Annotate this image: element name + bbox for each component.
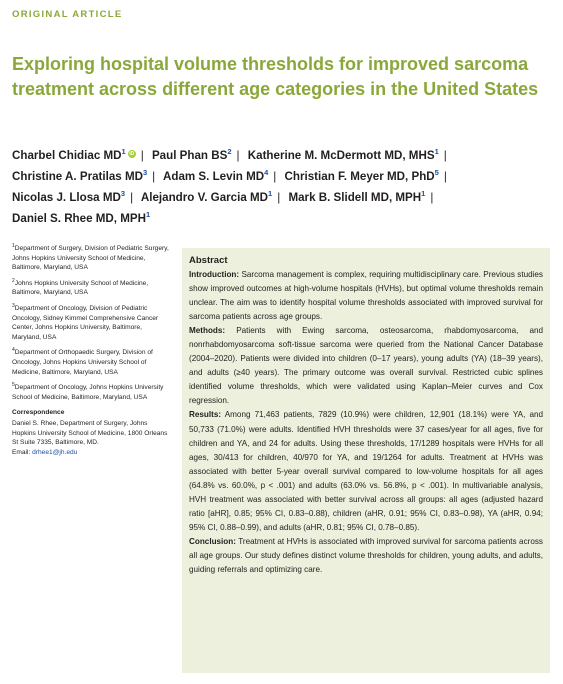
abstract-section-text: Patients with Ewing sarcoma, osteosarcoma, rhabdomyosarcoma, and nonrhabdomyosarcoma soft-tissue sarcoma were queried from the National Cancer Database (2004–2020). Patients were divided into children (0–17 years), young adults (YA) (18–39 years), and adults (≥40 years). The primary outcome was overall survival. Restricted cubic splines identified volume thresholds, which were validated using Kaplan–Meier curves and Cox regression. bbox=[189, 326, 543, 406]
email-label: Email: bbox=[12, 448, 33, 456]
author-affiliation-number: 5 bbox=[434, 168, 439, 177]
author-name bbox=[248, 149, 439, 162]
author-name bbox=[12, 170, 147, 183]
author-name-text: Christine A. Pratilas MD bbox=[12, 170, 143, 183]
author-name bbox=[152, 149, 232, 162]
author-affiliation-number: 3 bbox=[120, 189, 126, 198]
abstract-sections bbox=[189, 268, 543, 577]
affiliation-number: 3 bbox=[12, 302, 15, 309]
abstract-section-label: Methods: bbox=[189, 326, 226, 336]
article-type-label: ORIGINAL ARTICLE bbox=[12, 9, 123, 20]
correspondence-text: Daniel S. Rhee, Department of Surgery, Johns Hopkins University School of Medicine, 1800 Orleans St Suite 7335, Baltimore, MD. bbox=[12, 419, 168, 447]
abstract-box bbox=[182, 248, 550, 673]
abstract-section-text: Among 71,463 patients, 7829 (10.9%) were children, 12,901 (18.1%) were YA, and 50,733 (71.0%) were adults. Identified HVH thresholds were 37 cases/year for all ages, five for children and YA, and 24 for adults. Using these thresholds, 17/1289 hospitals were HVHs for all ages, 30/413 for children, 40/970 for YA, and 19/1264 for adults. Treatment at HVHs was associated with better 5-year overall survival compared to low-volume hospitals for all ages (64.8% vs. 60.0%, p < .001) and adults (63.0% vs. 56.8%, p < .001). In multivariable analysis, HVH treatment was associated with better survival across all groups: all ages (adjusted hazard ratio [aHR], 0.85; 95% CI, 0.83–0.88), children (aHR, 0.91; 95% CI, 0.83–0.98), YA (aHR, 0.94; 95% CI, 0.88–0.99), and adults (aHR, 0.81; 95% CI, 0.78–0.85). bbox=[189, 410, 543, 532]
author-separator: | bbox=[152, 170, 156, 183]
affiliation-text: Department of Oncology, Johns Hopkins University School of Medicine, Baltimore, Maryland, USA bbox=[12, 384, 164, 401]
author-separator: | bbox=[443, 149, 447, 162]
author-name-text: Katherine M. McDermott MD, MHS bbox=[247, 149, 435, 162]
author-separator: | bbox=[130, 191, 134, 204]
abstract-section-label: Results: bbox=[189, 410, 222, 420]
author-name-text: Nicolas J. Llosa MD bbox=[12, 191, 121, 204]
author-separator: | bbox=[443, 170, 447, 183]
abstract-section bbox=[189, 408, 543, 534]
abstract-section bbox=[189, 268, 543, 324]
affiliation-number: 1 bbox=[12, 243, 15, 249]
author-affiliation-number: 1 bbox=[268, 189, 273, 198]
abstract-section-text: Sarcoma management is complex, requiring multidisciplinary care. Previous studies show improved outcomes at high-volume hospitals (HVHs), but optimal volume thresholds remain unclear. The aim was to identify hospital volume thresholds associated with improved survival for sarcoma patients across age groups. bbox=[189, 270, 543, 322]
affiliation-item bbox=[12, 383, 170, 402]
author-separator: | bbox=[140, 149, 144, 162]
affiliation-list bbox=[12, 244, 170, 402]
author-name-text: Adam S. Levin MD bbox=[162, 170, 265, 183]
abstract-section-label: Introduction: bbox=[189, 270, 240, 279]
author-separator: | bbox=[236, 149, 240, 162]
author-name-text: Daniel S. Rhee MD, MPH bbox=[12, 212, 146, 225]
affiliation-item bbox=[12, 348, 170, 377]
author-affiliation-number: 1 bbox=[434, 147, 439, 156]
author-name bbox=[12, 149, 136, 162]
author-separator: | bbox=[273, 170, 277, 183]
affiliation-number: 2 bbox=[12, 277, 15, 284]
author-name-text: Christian F. Meyer MD, PhD bbox=[284, 170, 435, 183]
author-name bbox=[12, 212, 150, 225]
author-name bbox=[163, 170, 268, 183]
author-name bbox=[285, 170, 439, 183]
author-name-text: Charbel Chidiac MD bbox=[12, 149, 122, 162]
email-link[interactable]: drhee1@jh.edu bbox=[32, 448, 78, 456]
affiliation-item bbox=[12, 244, 170, 273]
affiliations-column bbox=[12, 244, 170, 457]
affiliation-number: 4 bbox=[12, 347, 15, 354]
author-affiliation-number: 1 bbox=[421, 189, 426, 198]
author-name bbox=[12, 191, 125, 204]
author-name bbox=[288, 191, 425, 204]
orcid-icon[interactable]: iD bbox=[129, 151, 135, 157]
article-title: Exploring hospital volume thresholds for improved sarcoma treatment across different age categories in the United States bbox=[12, 54, 539, 99]
author-name-text: Mark B. Slidell MD, MPH bbox=[288, 191, 422, 204]
affiliation-item bbox=[12, 279, 170, 298]
author-name bbox=[141, 191, 272, 204]
affiliation-item bbox=[12, 304, 170, 342]
affiliation-text: Department of Surgery, Division of Pediatric Surgery, Johns Hopkins University School of Medicine, Baltimore, Maryland, USA bbox=[12, 245, 169, 272]
abstract-section bbox=[189, 535, 543, 577]
author-affiliation-number: 3 bbox=[143, 168, 148, 177]
abstract-section-text: Treatment at HVHs is associated with improved survival for sarcoma patients across all age groups. Our study defines distinct volume thresholds for children, young adults, and adults, guiding referrals and optimizing care. bbox=[189, 536, 543, 574]
author-affiliation-number: 1 bbox=[121, 147, 126, 156]
author-separator: | bbox=[277, 191, 281, 204]
author-affiliation-number: 2 bbox=[227, 147, 232, 156]
affiliation-text: Department of Oncology, Division of Pediatric Oncology, Sidney Kimmel Comprehensive Cancer Center, Johns Hopkins University, Baltimore, Maryland, USA bbox=[12, 304, 159, 341]
affiliation-text: Department of Orthopaedic Surgery, Division of Oncology, Johns Hopkins University School of Medicine, Baltimore, Maryland, USA bbox=[12, 349, 153, 376]
author-affiliation-number: 1 bbox=[146, 210, 151, 219]
author-affiliation-number: 4 bbox=[264, 168, 269, 177]
abstract-section-label: Conclusion: bbox=[189, 536, 236, 546]
correspondence-block bbox=[12, 419, 170, 457]
affiliation-text: Johns Hopkins University School of Medicine, Baltimore, Maryland, USA bbox=[12, 279, 149, 297]
correspondence-heading: Correspondence bbox=[12, 409, 65, 417]
author-list bbox=[12, 145, 557, 229]
author-name-text: Alejandro V. Garcia MD bbox=[140, 191, 269, 204]
author-separator: | bbox=[430, 191, 434, 204]
abstract-section bbox=[189, 324, 543, 408]
affiliation-number: 5 bbox=[12, 382, 15, 389]
author-name-text: Paul Phan BS bbox=[151, 149, 228, 162]
abstract-heading: Abstract bbox=[189, 255, 228, 266]
